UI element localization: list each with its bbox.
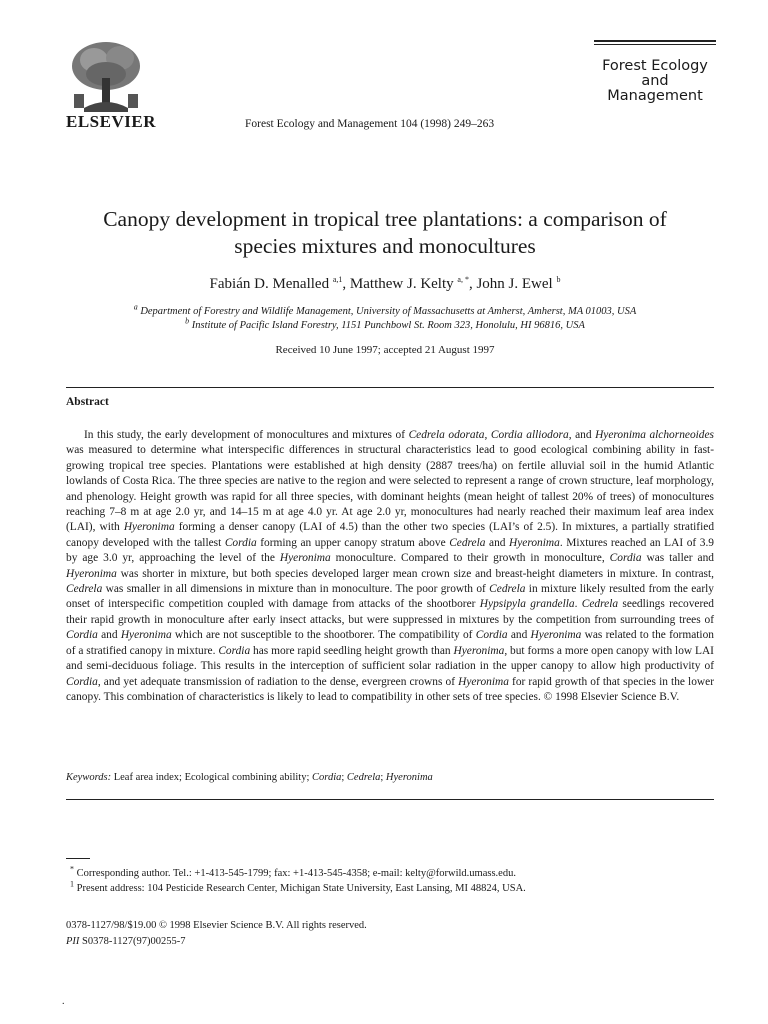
italic-term: Cordia	[224, 536, 257, 549]
italic-term: Cedrela	[346, 772, 381, 783]
text-run: was shorter in mixture, but both species developed larger mean crown size and breast-height diameters in mixture. In contrast,	[116, 567, 714, 580]
publisher-name: ELSEVIER	[66, 112, 156, 131]
stray-mark: .	[62, 996, 65, 1007]
journal-name-line: Forest Ecology	[602, 58, 708, 74]
pii-value: S0378-1127(97)00255-7	[79, 936, 186, 947]
title-line: species mixtures and monocultures	[234, 234, 536, 258]
author-list	[40, 276, 730, 293]
journal-name-line: Management	[607, 88, 703, 104]
text-run: , and	[568, 429, 596, 441]
text-run: was taller and	[641, 552, 715, 565]
pii-label: PII	[66, 936, 80, 947]
article-title	[40, 206, 730, 260]
text-run: was related to the formation of a stratified canopy in mixture.	[66, 629, 714, 657]
keywords-list	[111, 772, 433, 783]
footnote-mark: 1	[70, 879, 74, 889]
text-run: was measured to determine what interspecific differences in structural characteristics lead to good ecological combining ability in fast-growing tropical tree species. Plantations were established at high density (2887 trees/ha) on fertile alluvial soil in the humid Atlantic lowlands of Costa Rica. The three species are native to the region and were selected to represent a range of crown structure, leaf morphology, and phenology. Height growth was rapid for all three species, with dominant heights (mean height of tallest 20% of trees) of monocultures reaching 7–8 m at age 2.0 yr, and 14–15 m at age 4.0 yr. At age 2.0 yr, monocultures had nearly reached their maximum leaf area index (LAI), with	[66, 444, 714, 534]
footnotes	[66, 866, 706, 896]
italic-term: Cordia	[609, 552, 642, 565]
text-run: ;	[380, 772, 386, 783]
italic-term: Hyeronima	[453, 644, 505, 657]
keywords	[66, 772, 433, 783]
text-run: in mixture likely resulted from the early onset of interspecific competition coupled with damage from attacks of the shootborer	[66, 583, 714, 611]
text-run: was smaller in all dimensions in mixture than in monoculture. The poor growth of	[102, 583, 490, 596]
italic-term: Cedrela	[489, 583, 526, 596]
footnote	[66, 881, 706, 896]
abstract-body	[66, 428, 714, 705]
text-run: , but forms a more open canopy with low LAI and semi-deciduous foliage. This results in the interception of sufficient solar radiation in the upper canopy to allow high productivity of	[66, 644, 714, 673]
text-run: monoculture. Compared to their growth in monoculture,	[330, 552, 610, 565]
title-line: Canopy development in tropical tree plantations: a comparison of	[103, 207, 667, 231]
text-run: and	[485, 536, 510, 549]
italic-term: Hyeronima	[120, 629, 172, 642]
author-name: John J. Ewel	[476, 276, 553, 292]
italic-term: Cedrela	[449, 536, 486, 549]
italic-term: Hyeronima	[458, 675, 509, 688]
received-dates: Received 10 June 1997; accepted 21 August 1997	[275, 344, 495, 356]
journal-citation: Forest Ecology and Management 104 (1998) 249–263	[245, 118, 495, 130]
italic-term: Cordia	[66, 675, 98, 688]
author-name: Matthew J. Kelty	[349, 276, 454, 292]
text-run: forming a denser canopy (LAI of 4.5) than the other two species (LAI’s of 2.5). In mixtures, a partially stratified canopy developed with the tallest	[66, 521, 715, 549]
text-run: . Mixtures reached an LAI of 3.9 by age 3.0 yr, approaching the level of the	[66, 536, 714, 565]
text-run: which are not susceptible to the shootborer. The compatibility of	[171, 629, 476, 642]
italic-term: Cordia	[66, 629, 98, 642]
italic-term: Cordia alliodora	[490, 429, 569, 441]
author-separator: ,	[342, 276, 350, 292]
affiliation-line	[40, 316, 730, 333]
affiliation-text: Department of Forestry and Wildlife Management, University of Massachusetts at Amherst, Amherst, MA 01003, USA	[140, 306, 637, 317]
italic-term: Hyeronima	[279, 552, 331, 565]
copyright-line: 0378-1127/98/$19.00 © 1998 Elsevier Science B.V. All rights reserved.	[66, 920, 367, 931]
text-run: ,	[484, 429, 491, 441]
italic-term: Hyeronima	[509, 536, 560, 549]
italic-term: Hyeronima alchorneoides	[595, 429, 714, 441]
footnote-mark: *	[70, 864, 74, 874]
italic-term: Hyeronima	[66, 567, 117, 580]
text-run: In this study, the early development of monocultures and mixtures of	[84, 429, 409, 441]
affiliation-line	[40, 302, 730, 319]
text-run: seedlings recovered their rapid growth in monoculture after early insect attacks, but were suppressed in mixtures by the competition from surrounding trees of	[66, 598, 715, 626]
affiliation-mark: b	[185, 316, 190, 326]
text-run: forming an upper canopy stratum above	[256, 536, 450, 549]
text-run: has more rapid seedling height growth than	[250, 644, 454, 657]
footnote-text: Corresponding author. Tel.: +1-413-545-1799; fax: +1-413-545-4358; e-mail: kelty@forwild.umass.edu.	[76, 868, 516, 879]
text-run: , and yet adequate transmission of radiation to the dense, evergreen crowns of	[97, 675, 459, 688]
journal-name	[594, 59, 716, 104]
elsevier-tree-logo	[64, 38, 148, 114]
affiliation-mark: a	[133, 302, 138, 312]
author-affiliation-mark: a, *	[457, 275, 469, 284]
divider	[66, 799, 714, 800]
italic-term: Hyeronima	[385, 772, 433, 783]
footnote-text: Present address: 104 Pesticide Research Center, Michigan State University, East Lansing, MI 48824, USA.	[76, 883, 526, 894]
affiliation-text: Institute of Pacific Island Forestry, 1151 Punchbowl St. Room 323, Honolulu, HI 96816, USA	[191, 320, 585, 331]
author-affiliation-mark: a,1	[332, 275, 343, 284]
journal-masthead	[594, 40, 716, 104]
text-run: and	[507, 629, 531, 642]
italic-term: Cordia	[475, 629, 508, 642]
italic-term: Hyeronima	[123, 521, 175, 534]
keywords-label: Keywords:	[66, 772, 112, 783]
text-run: Leaf area index; Ecological combining ability;	[111, 772, 312, 783]
affiliations	[40, 302, 730, 333]
italic-term: Cedrela odorata	[408, 429, 485, 441]
author-separator: ,	[468, 276, 477, 292]
text-run: and	[97, 629, 121, 642]
pii-line	[66, 934, 367, 950]
italic-term: Hypsipyla grandella	[479, 598, 575, 611]
footnote-rule	[66, 858, 90, 859]
text-run: for rapid growth of that species in the lower canopy. This combination of characteristics is likely to lead to compatibility in other sets of tree species. © 1998 Elsevier Science B.V.	[66, 675, 714, 703]
text-run: .	[574, 598, 582, 611]
italic-term: Cordia	[312, 772, 342, 783]
author-name: Fabián D. Menalled	[209, 276, 330, 292]
footnote	[66, 866, 706, 881]
italic-term: Hyeronima	[530, 629, 582, 642]
text-run: ;	[341, 772, 347, 783]
italic-term: Cordia	[218, 644, 251, 657]
abstract-heading: Abstract	[66, 396, 109, 408]
journal-name-line: and	[641, 73, 669, 89]
italic-term: Cedrela	[581, 598, 619, 611]
author-affiliation-mark: b	[556, 275, 561, 284]
copyright-block	[66, 918, 367, 950]
italic-term: Cedrela	[66, 583, 103, 596]
divider	[66, 387, 714, 388]
